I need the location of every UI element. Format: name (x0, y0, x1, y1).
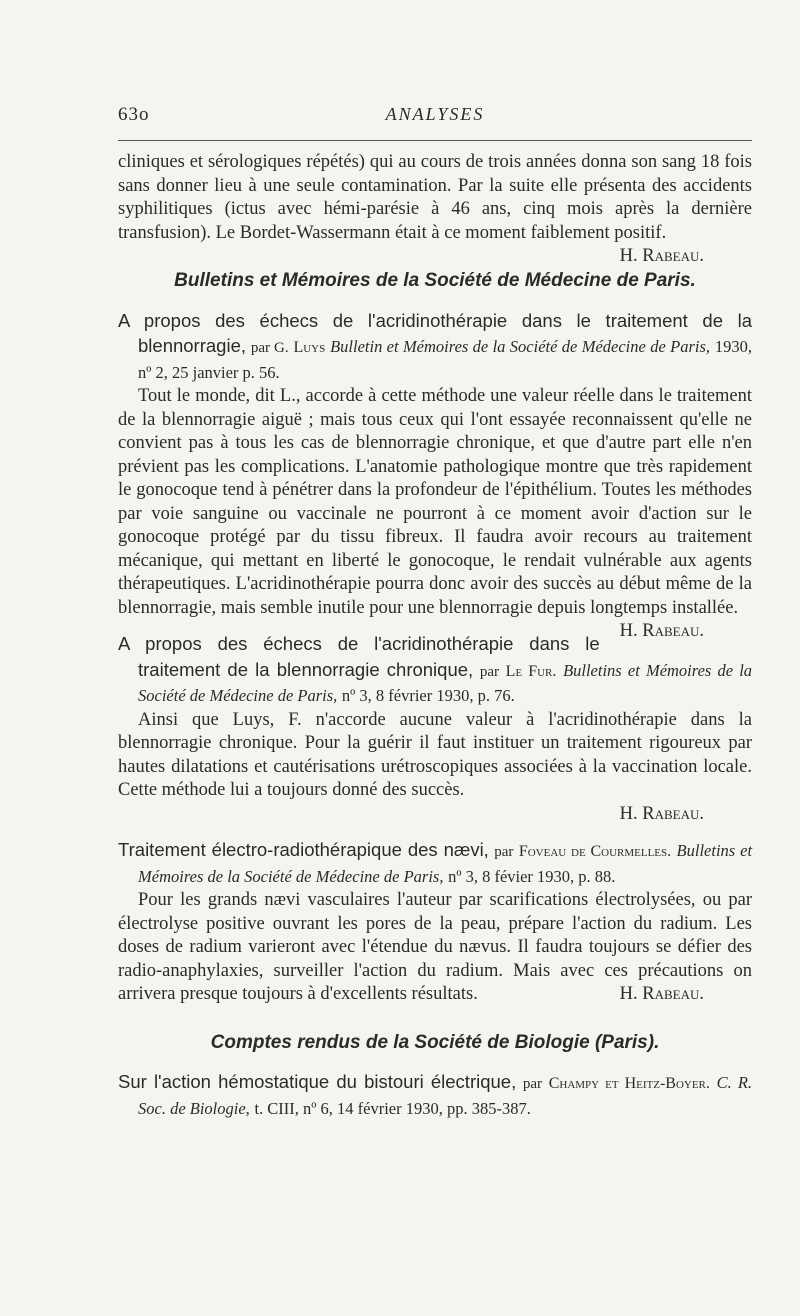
abstract-heading: Sur l'action hémostatique du bistouri électrique, par Champy et Heitz-Boyer. C. R. Soc. de Biologie, t. CIII, nº 6, 14 février 1930, pp. 385-387. (118, 1071, 753, 1118)
reference: 1930, nº 2, 25 janvier p. 56. (138, 337, 752, 382)
signature: H. Rabeau. (619, 621, 704, 641)
abstract-text: Ainsi que Luys, F. n'accorde aucune valeur à l'acridinothérapie dans la blennorragie chronique. Pour la guérir il faut instituer un traitement rigoureux par hautes dilatations et cautérisations urétroscopiques associées à la vaccination locale. Cette méthode lui a toujours donné des succès. (118, 709, 752, 800)
running-title: ANALYSES (385, 104, 485, 124)
journal-source: Bulletins et Mémoires de la Société de Médecine de Paris, (138, 660, 753, 705)
journal-source: Bulletin et Mémoires de la Société de Médecine de Paris, (330, 337, 711, 356)
abstract-heading: A propos des échecs de l'acridinothérapie dans le traitement de la blennorragie, par G. Luys Bulletin et Mémoires de la Société de Médecine de Paris, 1930, nº 2, 25 janvier p. 56. (118, 309, 752, 382)
abstract-heading: Traitement électro-radiothérapique des nævi, par Foveau de Courmelles. Bulletins et Mémoires de la Société de Médecine de Paris, nº 3, 8 févier 1930, p. 88. (118, 839, 753, 886)
author: Luys (293, 339, 326, 356)
article-title: Sur l'action hémostatique du bistouri électrique, (118, 1071, 517, 1092)
abstract-text: Pour les grands nævi vasculaires l'auteur par scarifications électrolysées, ou par électrolyse positive ouvrant les pores de la peau, prépare l'action du radium. Les doses de radium varieront avec l'étendue du nævus. Il faudra toujours se défier des radio-anaphylaxies, surveiller l'action du radium. Mais avec ces précautions on arrivera presque toujours à d'excellents résultats. H. Rabeau. (118, 889, 752, 1007)
article-title: A propos des échecs de l'acridinothérapie dans le traitement de la blennorragie, (118, 309, 752, 356)
reference: nº 3, 8 févier 1930, p. 88. (448, 866, 616, 886)
section-title: Bulletins et Mémoires de la Société de Médecine de Paris. (174, 270, 696, 291)
header-rule (118, 140, 752, 141)
author: Le Fur. (505, 662, 557, 680)
signature: H. Rabeau. (619, 803, 704, 824)
section-title: Comptes rendus de la Société de Biologie (Paris). (210, 1031, 660, 1053)
journal-source: C. R. Soc. de Biologie, (138, 1073, 753, 1118)
reference: t. CIII, nº 6, 14 février 1930, pp. 385-387. (254, 1098, 531, 1118)
article-title: Traitement électro-radiothérapique des nævi, (118, 839, 489, 860)
abstract-text: Tout le monde, dit L., accorde à cette méthode une valeur réelle dans le traitement de la blennorragie aiguë ; mais tous ceux qui l'ont essayée reconnaissent qu'elle ne convient pas à tous les cas de blennorragie chronique, et que d'autre part elle n'en prévient pas les complications. L'anatomie pathologique montre que très rapidement le gonocoque tend à pénétrer dans la profondeur de l'épithélium. Toutes les méthodes par voie sanguine ou vaccinale ne pourront à ce moment avoir d'action sur le gonocoque protégé par du tissu fibreux. Il faudra avoir recours au traitement mécanique, qui mettant en liberté le gonocoque, le rendait vulnérable aux agents thérapeutiques. L'acridinothérapie pourra donc avoir des succès au début même de la blennorragie, mais semble inutile pour une blennorragie depuis longtemps installée. H. Rabeau. (118, 385, 752, 620)
journal-source: Bulletins et Mémoires de la Société de Médecine de Paris, (138, 841, 753, 886)
continuation-paragraph: cliniques et sérologiques répétés) qui au cours de trois années donna son sang 18 fois sans donner lieu à une seule contamination. Par la suite elle présenta des accidents syphilitiques (ictus avec hémi-parésie à 46 ans, cinq mois après la dernière transfusion). Le Bordet-Wassermann était à ce moment faiblement positif. H. Rabeau. (118, 151, 752, 245)
abstract-heading: A propos des échecs de l'acridinothérapie dans le traitement de la blennorragie chronique, par Le Fur. Bulletins et Mémoires de la Société de Médecine de Paris, nº 3, 8 février 1930, p. 76. (118, 633, 753, 705)
author: Foveau de Courmelles. (518, 843, 672, 860)
page-header (118, 104, 752, 128)
page-body (118, 151, 752, 1121)
signature: H. Rabeau. (619, 984, 704, 1004)
signature: H. Rabeau. (619, 246, 704, 266)
reference: nº 3, 8 février 1930, p. 76. (341, 686, 515, 705)
page-number: 63o (118, 104, 150, 125)
article-title: A propos des échecs de l'acridinothérapie dans le traitement de la blennorragie chronique, (118, 633, 600, 680)
author: Champy et Heitz-Boyer. (548, 1075, 710, 1092)
